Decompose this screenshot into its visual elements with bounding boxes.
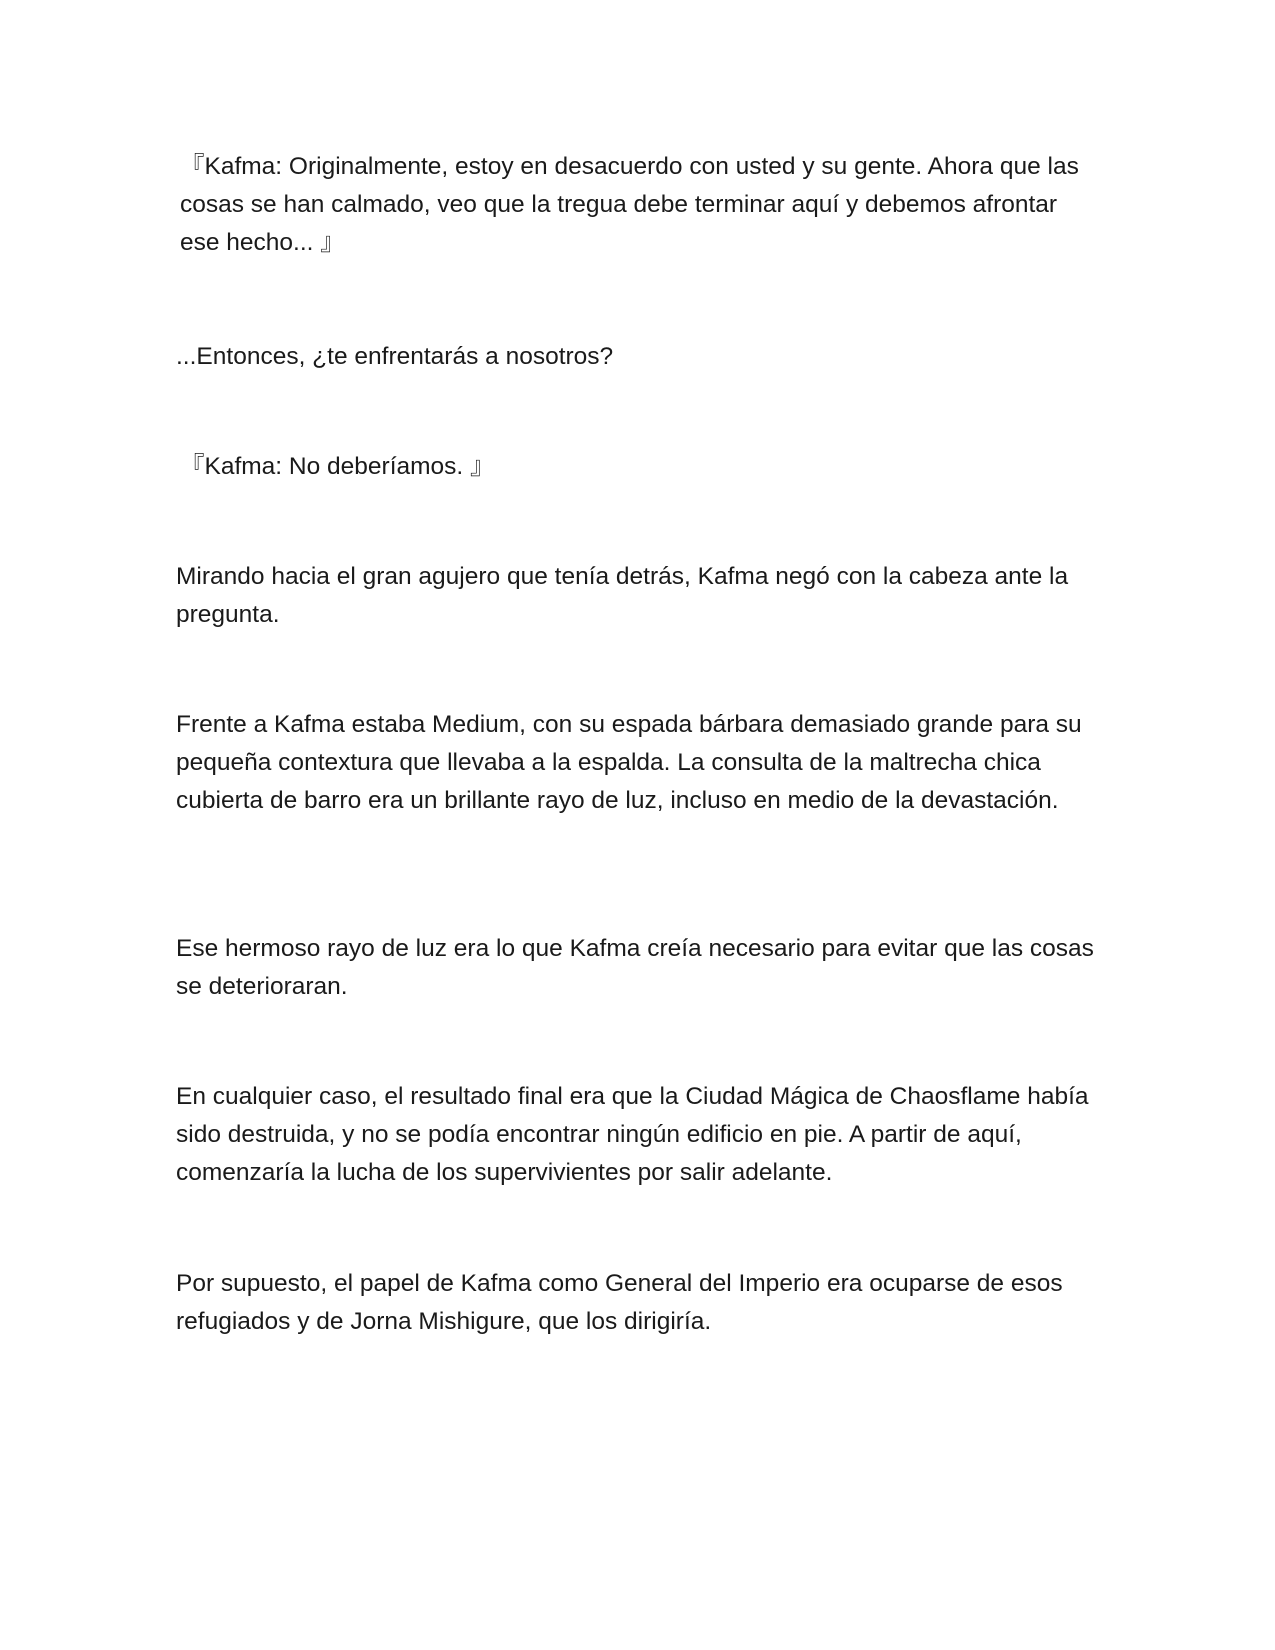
paragraph-narration-5: Por supuesto, el papel de Kafma como General del Imperio era ocuparse de esos refugiados y de Jorna Mishigure, que los dirigiría. (176, 1270, 1063, 1335)
paragraph-kafma-dialogue-1: 『Kafma: Originalmente, estoy en desacuerdo con usted y su gente. Ahora que las cosas se han calmado, veo que la tregua debe terminar aquí y debemos afrontar ese hecho... 』 (180, 153, 1079, 256)
paragraph-kafma-dialogue-2: 『Kafma: No deberíamos. 』 (180, 453, 495, 480)
paragraph-narration-1: Mirando hacia el gran agujero que tenía detrás, Kafma negó con la cabeza ante la pregunta. (176, 563, 1069, 628)
paragraph-narration-3: Ese hermoso rayo de luz era lo que Kafma creía necesario para evitar que las cosas se deterioraran. (176, 935, 1094, 1000)
paragraph-narration-4: En cualquier caso, el resultado final era que la Ciudad Mágica de Chaosflame había sido destruida, y no se podía encontrar ningún edificio en pie. A partir de aquí, comenzaría la lucha de los supervivientes por salir adelante. (176, 1083, 1089, 1186)
paragraph-narration-2: Frente a Kafma estaba Medium, con su espada bárbara demasiado grande para su pequeña contextura que llevaba a la espalda. La consulta de la maltrecha chica cubierta de barro era un brillante rayo de luz, incluso en medio de la devastación. (176, 711, 1082, 814)
paragraph-medium-question: ...Entonces, ¿te enfrentarás a nosotros? (176, 343, 614, 370)
